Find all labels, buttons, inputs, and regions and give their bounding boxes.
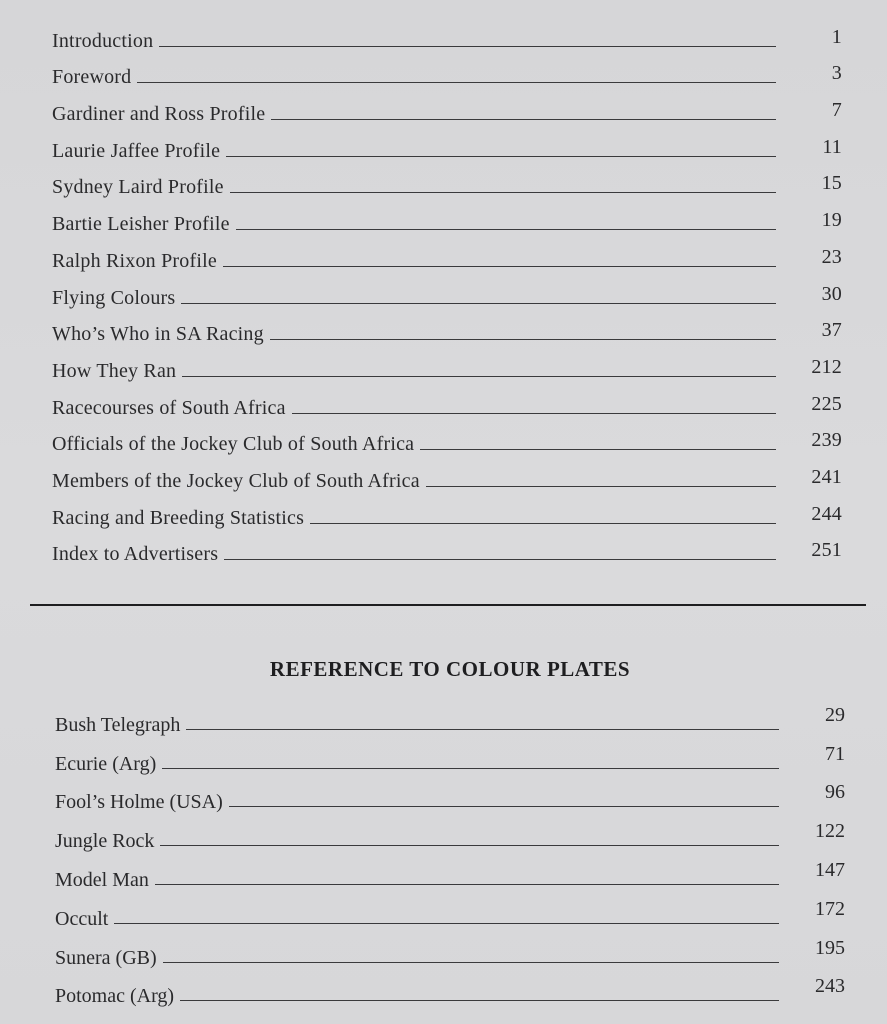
toc-entry [52,238,842,275]
toc-entry-title: Ralph Rixon Profile [52,249,217,272]
toc-entry-title: Officials of the Jockey Club of South Africa [52,433,415,456]
toc-entry-page: 19 [821,209,842,232]
toc-entry-title: Gardiner and Ross Profile [52,103,266,126]
toc-entry [52,495,842,532]
plate-entry-title: Model Man [55,868,149,891]
toc-entry [52,275,842,312]
toc-entry-page: 23 [821,245,842,268]
colour-plates-heading: REFERENCE TO COLOUR PLATES [269,657,631,681]
plate-entry-page: 71 [825,742,845,765]
toc-entry [52,312,842,349]
toc-entry-page: 15 [821,172,842,195]
toc-entry-title: Racing and Breeding Statistics [52,506,305,529]
toc-entry-title: Bartie Leisher Profile [52,213,230,236]
plate-entry [55,778,845,817]
toc-entry-title: Introduction [52,29,154,52]
table-of-contents [52,18,842,568]
plate-entry [55,933,845,972]
toc-entry-page: 1 [831,25,842,48]
plate-leader-line [163,961,779,963]
plate-leader-line [186,728,779,730]
toc-entry-page: 30 [821,282,842,305]
toc-entry-title: How They Ran [52,359,177,382]
toc-entry-page: 37 [821,319,842,342]
toc-entry [52,165,842,202]
plate-entry [55,739,845,778]
toc-entry-page: 3 [831,62,842,85]
toc-entry-page: 11 [822,135,842,158]
toc-entry-page: 251 [811,539,842,562]
toc-entry [52,348,842,385]
toc-entry-title: Flying Colours [52,286,176,309]
toc-entry-title: Foreword [52,66,132,89]
plate-leader-line [229,805,779,807]
toc-entry-title: Members of the Jockey Club of South Africa [52,469,420,492]
section-divider [30,604,866,606]
plate-entry [55,972,845,1011]
plate-entry [55,894,845,933]
toc-leader-line [226,155,776,157]
plate-entry-title: Bush Telegraph [55,713,181,736]
toc-entry-page: 239 [811,429,842,452]
toc-leader-line [236,228,776,230]
toc-entry-page: 241 [811,465,842,488]
toc-entry-page: 225 [811,392,842,415]
colour-plates-list [55,700,845,1010]
plate-entry-page: 96 [825,781,845,804]
toc-entry-page: 212 [811,355,842,378]
plate-entry-title: Sunera (GB) [55,946,157,969]
toc-leader-line [223,265,776,267]
toc-leader-line [310,522,776,524]
toc-leader-line [182,375,776,377]
toc-leader-line [420,448,776,450]
plate-entry-page: 147 [815,858,845,881]
plate-leader-line [180,999,779,1001]
toc-leader-line [230,191,776,193]
plate-entry-title: Fool’s Holme (USA) [55,791,223,814]
plate-leader-line [155,883,779,885]
plate-entry-page: 122 [815,820,845,843]
toc-entry [52,201,842,238]
toc-leader-line [224,558,776,560]
plate-entry-title: Ecurie (Arg) [55,752,157,775]
plate-entry-page: 29 [825,703,845,726]
toc-entry-page: 7 [831,99,842,122]
toc-entry [52,55,842,92]
toc-entry [52,532,842,569]
toc-entry [52,128,842,165]
plate-entry-title: Jungle Rock [55,830,155,853]
toc-entry-title: Who’s Who in SA Racing [52,323,264,346]
plate-entry-title: Potomac (Arg) [55,985,175,1008]
toc-leader-line [181,302,776,304]
toc-leader-line [271,118,776,120]
toc-entry [52,18,842,55]
toc-leader-line [292,412,776,414]
toc-entry-page: 244 [811,502,842,525]
plate-entry-page: 243 [815,975,845,998]
plate-entry [55,700,845,739]
toc-entry-title: Index to Advertisers [52,543,219,566]
plate-entry [55,855,845,894]
plate-leader-line [160,844,779,846]
toc-entry-title: Laurie Jaffee Profile [52,139,221,162]
toc-entry [52,91,842,128]
toc-entry [52,458,842,495]
plate-entry-page: 195 [815,936,845,959]
toc-entry [52,422,842,459]
toc-leader-line [159,45,776,47]
toc-entry-title: Racecourses of South Africa [52,396,286,419]
plate-entry [55,816,845,855]
toc-entry-title: Sydney Laird Profile [52,176,224,199]
toc-entry [52,385,842,422]
toc-leader-line [426,485,776,487]
plate-leader-line [162,767,779,769]
plate-entry-page: 172 [815,897,845,920]
toc-leader-line [270,338,776,340]
plate-leader-line [114,922,779,924]
toc-leader-line [137,81,776,83]
plate-entry-title: Occult [55,907,109,930]
